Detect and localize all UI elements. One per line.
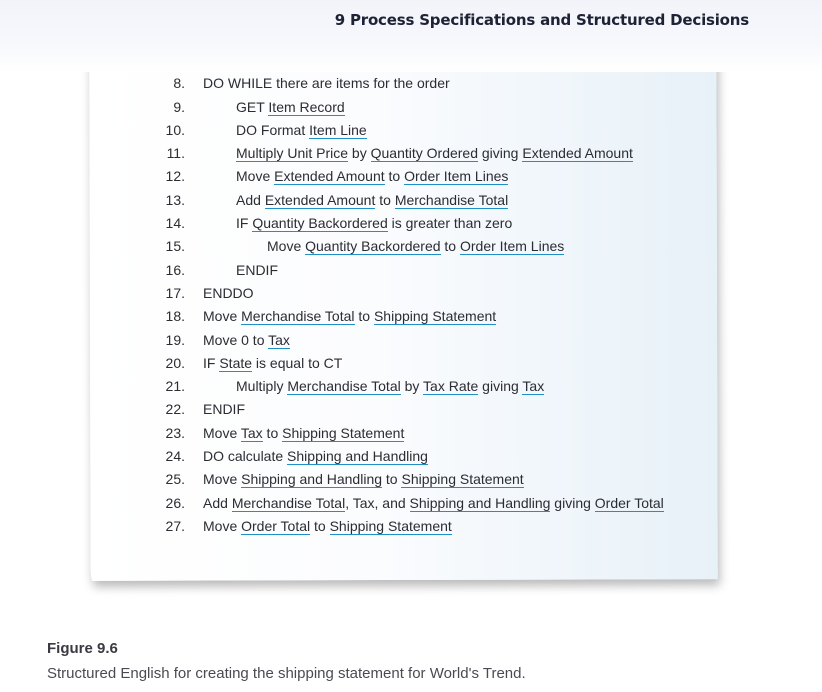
line-number: 23. (165, 424, 185, 441)
statement-text: , Tax, and (345, 494, 410, 511)
line-text (203, 445, 428, 468)
line-number: 24. (165, 448, 185, 465)
data-element-term: Order Total (594, 494, 664, 511)
statement-text: Multiply (236, 378, 288, 395)
statement-text: ENDDO (203, 284, 254, 301)
line-number: 22. (165, 401, 185, 418)
line-text (236, 96, 345, 119)
line-number: 18. (165, 308, 185, 325)
line-number: 11. (166, 145, 185, 162)
statement-text: ENDIF (203, 401, 245, 418)
data-element-term: Merchandise Total (287, 378, 401, 395)
statement-text: Move (203, 308, 242, 325)
data-element-term: Order Item Lines (460, 238, 565, 255)
listing-line (0, 305, 740, 328)
data-element-term: Shipping and Handling (287, 448, 428, 465)
listing-line (0, 212, 740, 235)
line-text (236, 165, 508, 188)
line-text (236, 142, 633, 165)
line-number: 9. (173, 98, 185, 115)
statement-text: IF (236, 215, 253, 232)
line-text (236, 375, 544, 398)
statement-text: Move (236, 168, 275, 185)
statement-text: Move (203, 471, 242, 488)
data-element-term: Quantity Backordered (252, 215, 388, 232)
figure-label: Figure 9.6 (47, 640, 118, 657)
line-number: 26. (165, 494, 185, 511)
page-header (0, 0, 822, 72)
statement-text: to (354, 308, 374, 325)
data-element-term: Shipping Statement (373, 308, 497, 325)
statement-text: IF (203, 354, 220, 371)
line-text (203, 468, 524, 491)
listing-line (0, 235, 740, 258)
chapter-title: 9 Process Specifications and Structured Decisions (334, 11, 749, 29)
data-element-term: Item Line (309, 121, 367, 138)
statement-text: DO WHILE there are items for the order (203, 75, 450, 92)
data-element-term: Merchandise Total (241, 308, 355, 325)
data-element-term: Shipping and Handling (241, 471, 383, 488)
line-text (236, 259, 278, 282)
line-text (236, 212, 512, 235)
statement-text: is equal to CT (252, 354, 343, 371)
data-element-term: Tax (240, 424, 263, 441)
listing-line (0, 142, 740, 165)
line-number: 17. (165, 284, 185, 301)
data-element-term: State (219, 354, 253, 371)
data-element-term: Tax (522, 378, 545, 395)
line-text (236, 119, 367, 142)
listing-line (0, 96, 740, 119)
statement-text: giving (478, 145, 523, 162)
data-element-term: Extended Amount (522, 145, 633, 162)
statement-text: DO Format (236, 121, 310, 138)
line-text (203, 352, 342, 375)
line-number: 21. (165, 378, 185, 395)
listing-line (0, 445, 740, 468)
statement-text: Add (203, 494, 232, 511)
listing-line (0, 329, 740, 352)
data-element-term: Quantity Ordered (370, 145, 478, 162)
statement-text: to (375, 191, 395, 208)
data-element-term: Quantity Backordered (305, 238, 441, 255)
listing-line (0, 422, 740, 445)
statement-text: giving (550, 494, 595, 511)
line-number: 13. (165, 191, 185, 208)
listing-line (0, 165, 740, 188)
line-number: 12. (165, 168, 185, 185)
listing-line (0, 515, 740, 538)
data-element-term: Merchandise Total (394, 191, 509, 208)
statement-text: by (348, 145, 371, 162)
line-number: 8. (173, 75, 185, 92)
statement-text: giving (478, 378, 523, 395)
statement-text: ENDIF (236, 261, 278, 278)
statement-text: DO calculate (203, 448, 288, 465)
listing-line (0, 352, 740, 375)
structured-english-listing (0, 49, 740, 538)
data-element-term: Shipping and Handling (409, 494, 551, 511)
line-number: 10. (165, 121, 185, 138)
data-element-term: Extended Amount (274, 168, 385, 185)
line-text (203, 305, 496, 328)
line-number: 27. (165, 517, 185, 534)
listing-line (0, 259, 740, 282)
listing-line (0, 375, 740, 398)
data-element-term: Shipping Statement (401, 471, 524, 488)
line-text (203, 329, 290, 352)
listing-line (0, 398, 740, 421)
listing-line (0, 189, 740, 212)
statement-text: Add (236, 191, 265, 208)
listing-line (0, 119, 740, 142)
data-element-term: Multiply Unit Price (236, 145, 349, 162)
data-element-term: Extended Amount (264, 191, 376, 208)
data-element-term: Tax Rate (423, 378, 479, 395)
data-element-term: Shipping Statement (329, 517, 452, 534)
line-text (267, 235, 564, 258)
statement-text: to (382, 471, 402, 488)
statement-text: is greater than zero (387, 215, 513, 232)
data-element-term: Item Record (268, 98, 345, 115)
line-number: 20. (165, 354, 185, 371)
statement-text: to (440, 238, 460, 255)
line-text (236, 189, 508, 212)
line-number: 16. (165, 261, 185, 278)
line-number: 19. (165, 331, 185, 348)
statement-text: Move (203, 517, 242, 534)
statement-text: to (384, 168, 405, 185)
statement-text: to (262, 424, 283, 441)
line-number: 14. (165, 215, 185, 232)
line-text (203, 398, 245, 421)
statement-text: Move (267, 238, 306, 255)
statement-text: Move (203, 424, 241, 441)
line-number: 25. (165, 471, 185, 488)
data-element-term: Tax (268, 331, 290, 348)
data-element-term: Merchandise Total (231, 494, 346, 511)
data-element-term: Order Total (241, 517, 311, 534)
statement-text: by (400, 378, 424, 395)
line-number: 15. (165, 238, 185, 255)
figure-caption: Structured English for creating the shipping statement for World's Trend. (47, 665, 526, 682)
listing-line (0, 468, 740, 491)
statement-text: to (310, 517, 330, 534)
data-element-term: Shipping Statement (282, 424, 405, 441)
listing-line (0, 72, 740, 95)
line-text (203, 492, 664, 515)
statement-text: Move 0 to (203, 331, 269, 348)
line-text (203, 282, 254, 305)
listing-line (0, 492, 740, 515)
line-text (203, 515, 452, 538)
data-element-term: Order Item Lines (404, 168, 509, 185)
statement-text: GET (236, 98, 269, 115)
line-text (203, 72, 450, 95)
line-text (203, 422, 404, 445)
listing-line (0, 282, 740, 305)
